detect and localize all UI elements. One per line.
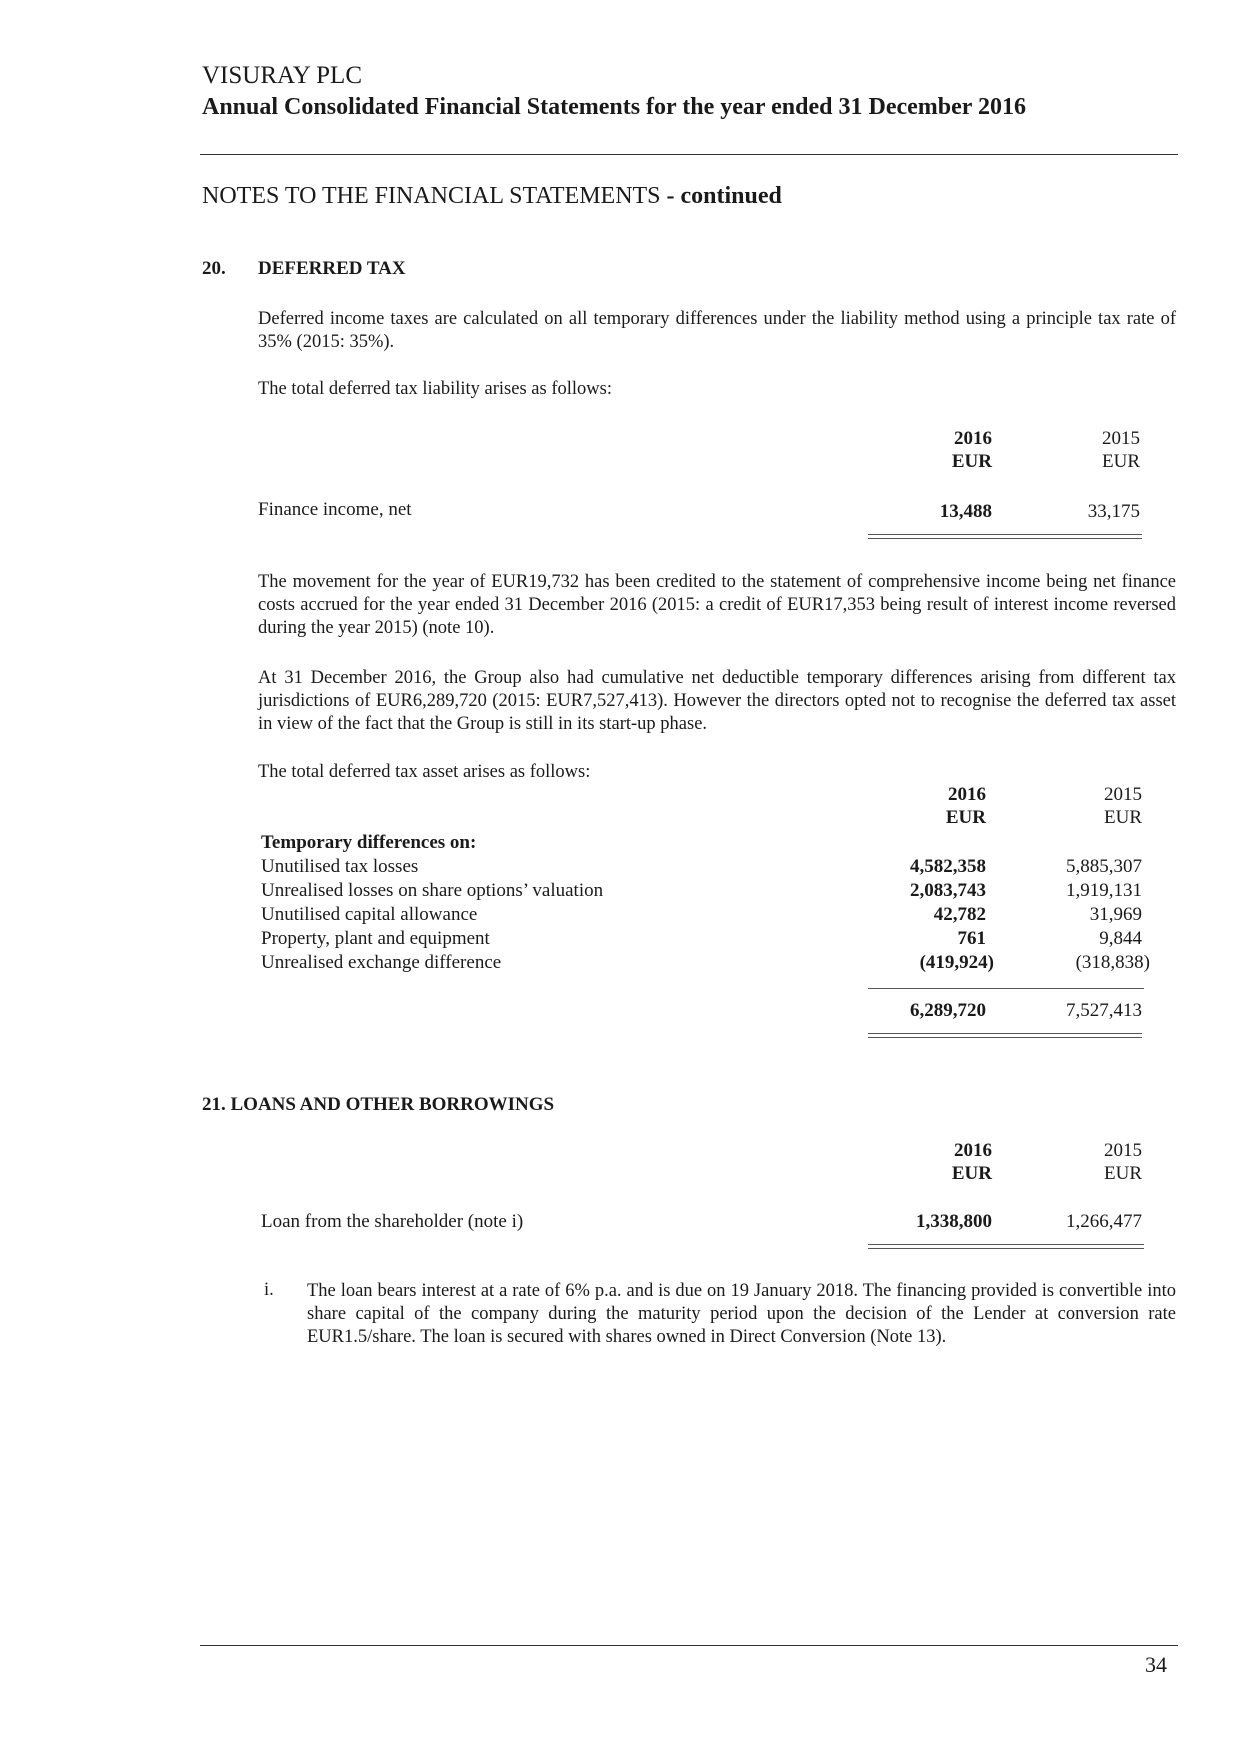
document-subtitle: Annual Consolidated Financial Statements for the year ended 31 December 2016 (202, 94, 1026, 120)
liability-value-2015: 33,175 (1087, 501, 1140, 522)
liability-total-underline (868, 534, 1142, 539)
loans-total-underline (868, 1244, 1144, 1249)
loan-note-marker: i. (264, 1280, 274, 1300)
asset-total-2015: 7,527,413 (1066, 1000, 1142, 1021)
loans-col-2016-currency: EUR (951, 1163, 992, 1184)
asset-total-underline (868, 1033, 1142, 1038)
asset-subtotal-rule (868, 988, 1144, 989)
footer-divider (200, 1645, 1178, 1646)
table-row (261, 880, 1161, 904)
notes-title-suffix: - continued (660, 183, 782, 209)
asset-row-value-2016: 2,083,743 (910, 880, 986, 901)
asset-row-label: Property, plant and equipment (261, 928, 490, 949)
page-number: 34 (1145, 1652, 1167, 1677)
table-row (261, 952, 1161, 976)
asset-row-value-2016: 42,782 (933, 904, 986, 925)
asset-row-value-2016: 4,582,358 (910, 856, 986, 877)
liability-row-label: Finance income, net (258, 499, 412, 520)
asset-row-value-2015: (318,838) (1075, 952, 1150, 973)
asset-row-value-2015: 1,919,131 (1066, 880, 1142, 901)
asset-col-2015-currency: EUR (1104, 807, 1142, 828)
table-row (261, 928, 1161, 952)
asset-col-2016-currency: EUR (945, 807, 986, 828)
asset-row-label: Unutilised tax losses (261, 856, 419, 877)
liability-col-2016-year: 2016 (954, 428, 992, 449)
loans-col-2015-year: 2015 (1104, 1140, 1142, 1161)
section-20-title: DEFERRED TAX (258, 258, 406, 279)
asset-row-value-2016: 761 (957, 928, 986, 949)
section-21-title: 21. LOANS AND OTHER BORROWINGS (202, 1094, 555, 1115)
asset-row-value-2015: 31,969 (1089, 904, 1142, 925)
deferred-tax-paragraph-1: Deferred income taxes are calculated on all temporary differences under the liability method using a principle tax rate of 35% (2015: 35%). (258, 309, 1176, 352)
asset-col-2015-year: 2015 (1104, 784, 1142, 805)
asset-row-label: Unrealised exchange difference (261, 952, 502, 973)
deferred-tax-paragraph-2: The total deferred tax liability arises as follows: (258, 379, 612, 399)
section-20-number: 20. (202, 258, 226, 279)
loans-value-2015: 1,266,477 (1066, 1211, 1142, 1232)
table-row (261, 904, 1161, 928)
asset-rows (261, 856, 1161, 976)
loan-note-text: The loan bears interest at a rate of 6% p.a. and is due on 19 January 2018. The financing provided is convertible into share capital of the company during the maturity period upon the decision of the Lender at conversion rate EUR1.5/share. The loan is secured with shares owned in Direct Conversion (Note 13). (307, 1281, 1176, 1347)
asset-row-label: Unrealised losses on share options’ valuation (261, 880, 604, 901)
asset-row-value-2015: 9,844 (1099, 928, 1142, 949)
asset-row-value-2016: (419,924) (919, 952, 994, 973)
asset-row-value-2015: 5,885,307 (1066, 856, 1142, 877)
deferred-tax-paragraph-3: The movement for the year of EUR19,732 has been credited to the statement of comprehensive income being net finance costs accrued for the year ended 31 December 2016 (2015: a credit of EUR17,353 being result of interest income reversed during the year 2015) (note 10). (258, 572, 1176, 638)
asset-col-2016-year: 2016 (948, 784, 986, 805)
loans-col-2016-year: 2016 (954, 1140, 992, 1161)
liability-col-2016-currency: EUR (951, 451, 992, 472)
notes-title-main: NOTES TO THE FINANCIAL STATEMENTS (202, 183, 661, 209)
liability-value-2016: 13,488 (939, 501, 992, 522)
loans-value-2016: 1,338,800 (916, 1211, 992, 1232)
loans-col-2015-currency: EUR (1104, 1163, 1142, 1184)
asset-total-2016: 6,289,720 (910, 1000, 986, 1021)
liability-col-2015-currency: EUR (1102, 451, 1140, 472)
header-divider (200, 154, 1178, 155)
notes-title (202, 183, 782, 210)
asset-row-label: Unutilised capital allowance (261, 904, 478, 925)
deferred-tax-paragraph-4: At 31 December 2016, the Group also had cumulative net deductible temporary differences arising from different tax jurisdictions of EUR6,289,720 (2015: EUR7,527,413). However the directors opted not to recognise the deferred tax asset in view of the fact that the Group is still in its start-up phase. (258, 668, 1176, 734)
deferred-tax-paragraph-5: The total deferred tax asset arises as follows: (258, 762, 591, 782)
loans-row-label: Loan from the shareholder (note i) (261, 1211, 524, 1232)
asset-group-label: Temporary differences on: (261, 832, 477, 853)
table-row (261, 856, 1161, 880)
liability-col-2015-year: 2015 (1102, 428, 1140, 449)
company-name: VISURAY PLC (202, 62, 362, 89)
